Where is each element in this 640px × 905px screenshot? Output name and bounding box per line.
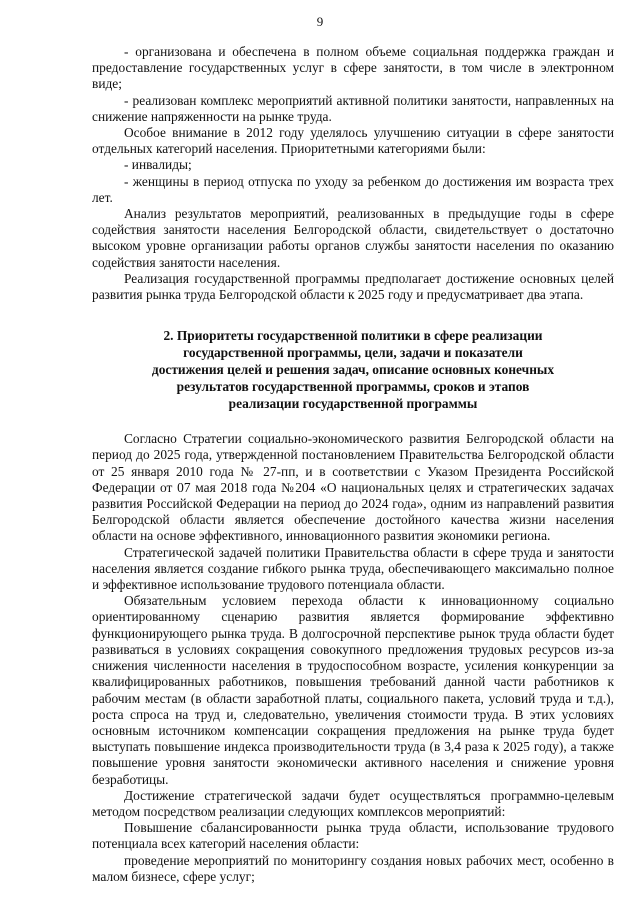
document-body xyxy=(92,44,614,885)
paragraph-balance: Повышение сбалансированности рынка труда области, использование трудового потенциала всех категорий населения области: xyxy=(92,820,614,852)
section-heading-line: достижения целей и решения задач, описание основных конечных xyxy=(151,362,555,378)
page-number: 9 xyxy=(316,14,324,29)
section-heading-line: государственной программы, цели, задачи и показатели xyxy=(183,345,523,361)
paragraph-bullet-1: - организована и обеспечена в полном объеме социальная поддержка граждан и предоставление государственных услуг в сфере занятости, в том числе в электронном виде; xyxy=(92,44,614,92)
paragraph-implementation: Реализация государственной программы предполагает достижение основных целей развития рынка труда Белгородской области к 2025 году и предусматривает два этапа. xyxy=(92,270,614,303)
paragraph-bullet-women: - женщины в период отпуска по уходу за ребенком до достижения им возраста трех лет. xyxy=(92,173,614,205)
paragraph-strategic-task: Стратегической задачей политики Правительства области в сфере труда и занятости населения является создание гибкого рынка труда, обеспечивающего максимально полное и эффективное использование трудового потенциала области. xyxy=(92,544,614,593)
section-heading-line: 2. Приоритеты государственной политики в сфере реализации xyxy=(163,328,543,344)
paragraph-special-attention: Особое внимание в 2012 году уделялось улучшению ситуации в сфере занятости отдельных категорий населения. Приоритетными категориями были: xyxy=(92,125,614,157)
paragraph-strategy: Согласно Стратегии социально-экономического развития Белгородской области на период до 2025 года, утвержденной постановлением Правительства Белгородской области от 25 января 2010 года № 27-пп, и в соответствии с Указом Президента Российской Федерации от 07 мая 2018 года №204 «О национальных целях и стратегических задачах развития Российской Федерации на период до 2024 года», одним из направлений развития Белгородской области является обеспечение достойного качества жизни населения области на основе эффективного, инновационного развития экономики региона. xyxy=(92,431,614,544)
paragraph-bullet-2: - реализован комплекс мероприятий активной политики занятости, направленных на снижение напряженности на рынке труда. xyxy=(92,92,614,124)
paragraph-analysis: Анализ результатов мероприятий, реализованных в предыдущие годы в сфере содействия занятости населения Белгородской области, свидетельствует о достаточно высоком уровне организации работы органов службы занятости населения по оказанию содействия занятости населения. xyxy=(92,206,614,270)
section-heading-line: результатов государственной программы, сроков и этапов xyxy=(176,379,530,395)
paragraph-achievement: Достижение стратегической задачи будет осуществляться программно-целевым методом посредством реализации следующих комплексов мероприятий: xyxy=(92,787,614,819)
paragraph-monitoring: проведение мероприятий по мониторингу создания новых рабочих мест, особенно в малом бизнесе, сфере услуг; xyxy=(92,852,614,884)
paragraph-conditions: Обязательным условием перехода области к инновационному социально ориентированному сценарию развития является формирование эффективно функционирующего рынка труда. В долгосрочной перспективе рынок труда области будет развиваться в условиях сокращения совокупного предложения трудовых ресурсов из-за снижения численности населения в трудоспособном возрасте, усиления конкуренции за квалифицированных работников, повышения требований данной части работников к рабочим местам (в области заработной платы, социального пакета, условий труда и т.д.), роста спроса на труд и, следовательно, увеличения стоимости труда. В этих условиях основным источником компенсации сокращения предложения на рынке труда будет выступать повышение индекса производительности труда (в 3,4 раза к 2025 году), а также повышение уровня занятости экономически активного населения и снижение уровня безработицы. xyxy=(92,593,614,787)
paragraph-bullet-disabled: - инвалиды; xyxy=(124,157,192,173)
section-heading xyxy=(92,327,614,412)
section-heading-line: реализации государственной программы xyxy=(228,396,478,412)
